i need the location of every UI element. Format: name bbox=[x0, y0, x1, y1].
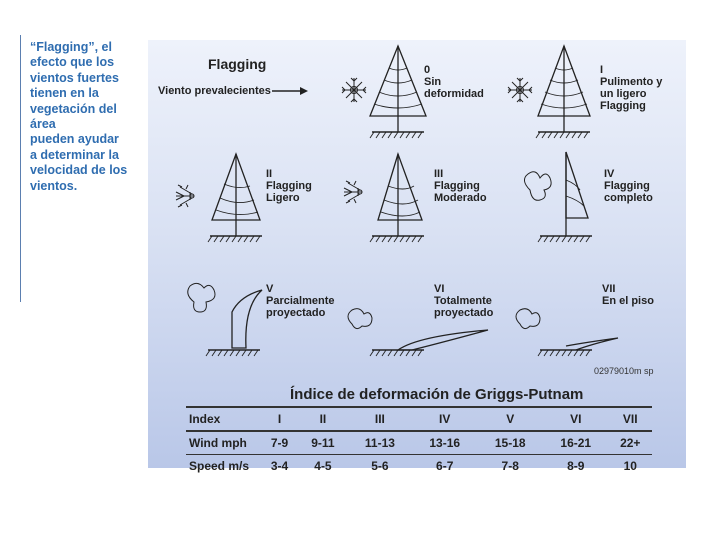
figure-code: 02979010m sp bbox=[594, 366, 654, 376]
index-table-title: Índice de deformación de Griggs-Putnam bbox=[290, 386, 584, 403]
table-cell: 13-16 bbox=[412, 431, 478, 455]
flagging-figure-panel bbox=[148, 40, 686, 473]
table-header-cell: VII bbox=[622, 412, 638, 426]
table-cell: 16-21 bbox=[543, 431, 609, 455]
table-cell: 15-18 bbox=[477, 431, 543, 455]
tree-stage-1 bbox=[508, 46, 590, 138]
table-header-cell: VI bbox=[570, 412, 582, 426]
table-header-row bbox=[186, 407, 652, 431]
table-cell: 7-9 bbox=[261, 431, 298, 455]
tree-stage-5 bbox=[188, 283, 262, 356]
table-row bbox=[186, 455, 652, 478]
stage-5-label: V Parcialmente proyectado bbox=[266, 283, 335, 319]
tree-stage-7 bbox=[516, 309, 618, 356]
table-header-cell: II bbox=[319, 412, 327, 426]
stage-6-label: VI Totalmente proyectado bbox=[434, 283, 494, 319]
wind-arrow-head bbox=[300, 87, 308, 95]
table-cell: 7-8 bbox=[501, 459, 519, 473]
figure-title: Flagging bbox=[208, 56, 267, 72]
caption-text: “Flagging”, el efecto que los vientos fuertes tienen en la vegetación del área pueden ayudar a determinar la velocidad de los vientos. bbox=[30, 40, 128, 193]
table-cell: 5-6 bbox=[371, 459, 389, 473]
table-cell: Speed m/s bbox=[189, 459, 250, 473]
tree-stage-2 bbox=[176, 154, 262, 242]
table-cell: 3-4 bbox=[270, 459, 289, 473]
griggs-putnam-table bbox=[186, 406, 652, 477]
table-row bbox=[186, 431, 652, 455]
tree-stage-0 bbox=[342, 46, 426, 138]
stage-1-label: I Pulimento y un ligero Flagging bbox=[600, 64, 663, 112]
stage-4-label: IV Flagging completo bbox=[604, 168, 653, 204]
left-divider-line bbox=[20, 35, 21, 302]
table-header-cell: I bbox=[277, 412, 282, 426]
stage-7-label: VII En el piso bbox=[602, 283, 654, 307]
table-cell: 8-9 bbox=[567, 459, 585, 473]
table-header-cell: III bbox=[374, 412, 385, 426]
table-cell: 9-11 bbox=[298, 431, 348, 455]
table-header-cell: V bbox=[506, 412, 515, 426]
table-cell: Wind mph bbox=[186, 431, 261, 455]
table-header-cell: IV bbox=[439, 412, 451, 426]
table-cell: 22+ bbox=[609, 431, 653, 455]
tree-stage-4 bbox=[524, 152, 592, 242]
table-cell: 6-7 bbox=[436, 459, 454, 473]
stage-0-label: 0 Sin deformidad bbox=[424, 64, 484, 100]
table-cell: 4-5 bbox=[314, 459, 332, 473]
tree-stage-3 bbox=[344, 154, 424, 242]
stage-2-label: II Flagging Ligero bbox=[266, 168, 312, 204]
prevailing-wind-label: Viento prevalecientes bbox=[158, 85, 271, 97]
table-header-cell: Index bbox=[189, 412, 221, 426]
table-cell: 10 bbox=[623, 459, 637, 473]
stage-3-label: III Flagging Moderado bbox=[434, 168, 487, 204]
table-cell: 11-13 bbox=[348, 431, 412, 455]
